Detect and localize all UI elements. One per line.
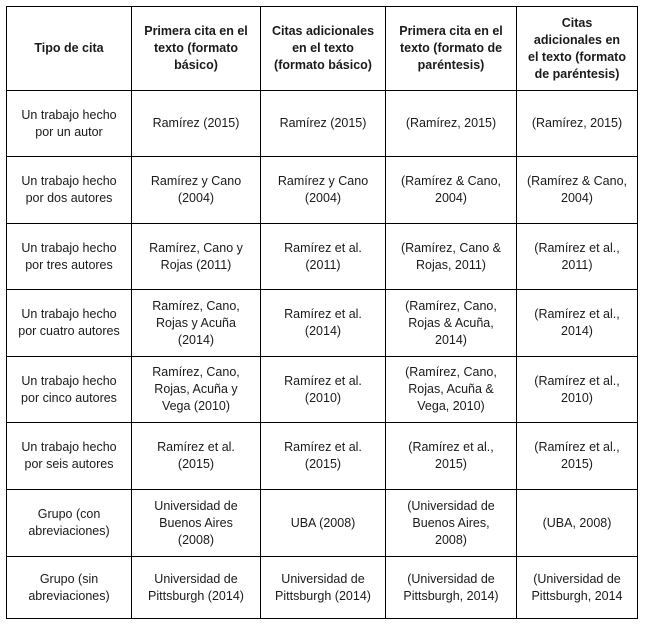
- table-header-row: [7, 7, 638, 91]
- cell-tipo: Un trabajo hecho por dos autores: [7, 157, 132, 224]
- cell-primera-parentesis: (Ramírez, Cano, Rojas, Acuña & Vega, 2010): [386, 357, 517, 423]
- cell-primera-parentesis: (Universidad de Buenos Aires, 2008): [386, 490, 517, 557]
- cell-adicionales-parentesis: (Universidad de Pittsburgh, 2014: [517, 557, 638, 619]
- cell-primera-parentesis: (Ramírez & Cano, 2004): [386, 157, 517, 224]
- cell-tipo: Grupo (sin abreviaciones): [7, 557, 132, 619]
- cell-primera-basico: Ramírez et al. (2015): [132, 423, 261, 490]
- header-cell-primera-parentesis: Primera cita en el texto (formato de paréntesis): [386, 7, 517, 91]
- cell-tipo: Un trabajo hecho por tres autores: [7, 224, 132, 290]
- cell-adicionales-basico: Ramírez et al. (2011): [261, 224, 386, 290]
- cell-adicionales-parentesis: (Ramírez et al., 2011): [517, 224, 638, 290]
- table-row: [7, 557, 638, 619]
- citation-table-container: [6, 6, 638, 619]
- header-cell-tipo: Tipo de cita: [7, 7, 132, 91]
- cell-adicionales-parentesis: (Ramírez & Cano, 2004): [517, 157, 638, 224]
- cell-primera-parentesis: (Ramírez, Cano, Rojas & Acuña, 2014): [386, 290, 517, 357]
- citation-table: [6, 6, 638, 619]
- cell-adicionales-parentesis: (Ramírez, 2015): [517, 91, 638, 157]
- cell-tipo: Un trabajo hecho por un autor: [7, 91, 132, 157]
- table-row: [7, 490, 638, 557]
- cell-adicionales-basico: Universidad de Pittsburgh (2014): [261, 557, 386, 619]
- header-cell-adicionales-basico: Citas adicionales en el texto (formato básico): [261, 7, 386, 91]
- cell-primera-basico: Universidad de Buenos Aires (2008): [132, 490, 261, 557]
- cell-primera-basico: Ramírez (2015): [132, 91, 261, 157]
- cell-tipo: Grupo (con abreviaciones): [7, 490, 132, 557]
- cell-primera-basico: Ramírez y Cano (2004): [132, 157, 261, 224]
- cell-adicionales-basico: UBA (2008): [261, 490, 386, 557]
- header-cell-primera-basico: Primera cita en el texto (formato básico): [132, 7, 261, 91]
- cell-adicionales-basico: Ramírez et al. (2015): [261, 423, 386, 490]
- cell-adicionales-basico: Ramírez (2015): [261, 91, 386, 157]
- cell-primera-parentesis: (Ramírez et al., 2015): [386, 423, 517, 490]
- cell-primera-basico: Ramírez, Cano, Rojas, Acuña y Vega (2010): [132, 357, 261, 423]
- cell-tipo: Un trabajo hecho por cinco autores: [7, 357, 132, 423]
- cell-primera-basico: Ramírez, Cano y Rojas (2011): [132, 224, 261, 290]
- table-row: [7, 157, 638, 224]
- cell-tipo: Un trabajo hecho por seis autores: [7, 423, 132, 490]
- table-row: [7, 290, 638, 357]
- cell-adicionales-parentesis: (UBA, 2008): [517, 490, 638, 557]
- cell-primera-basico: Ramírez, Cano, Rojas y Acuña (2014): [132, 290, 261, 357]
- cell-adicionales-basico: Ramírez et al. (2010): [261, 357, 386, 423]
- cell-adicionales-basico: Ramírez y Cano (2004): [261, 157, 386, 224]
- cell-adicionales-basico: Ramírez et al. (2014): [261, 290, 386, 357]
- table-row: [7, 357, 638, 423]
- cell-tipo: Un trabajo hecho por cuatro autores: [7, 290, 132, 357]
- cell-adicionales-parentesis: (Ramírez et al., 2015): [517, 423, 638, 490]
- cell-primera-parentesis: (Ramírez, Cano & Rojas, 2011): [386, 224, 517, 290]
- table-row: [7, 423, 638, 490]
- table-row: [7, 91, 638, 157]
- cell-primera-parentesis: (Ramírez, 2015): [386, 91, 517, 157]
- cell-primera-parentesis: (Universidad de Pittsburgh, 2014): [386, 557, 517, 619]
- cell-adicionales-parentesis: (Ramírez et al., 2010): [517, 357, 638, 423]
- cell-primera-basico: Universidad de Pittsburgh (2014): [132, 557, 261, 619]
- table-row: [7, 224, 638, 290]
- header-cell-adicionales-parentesis: Citas adicionales en el texto (formato de paréntesis): [517, 7, 638, 91]
- cell-adicionales-parentesis: (Ramírez et al., 2014): [517, 290, 638, 357]
